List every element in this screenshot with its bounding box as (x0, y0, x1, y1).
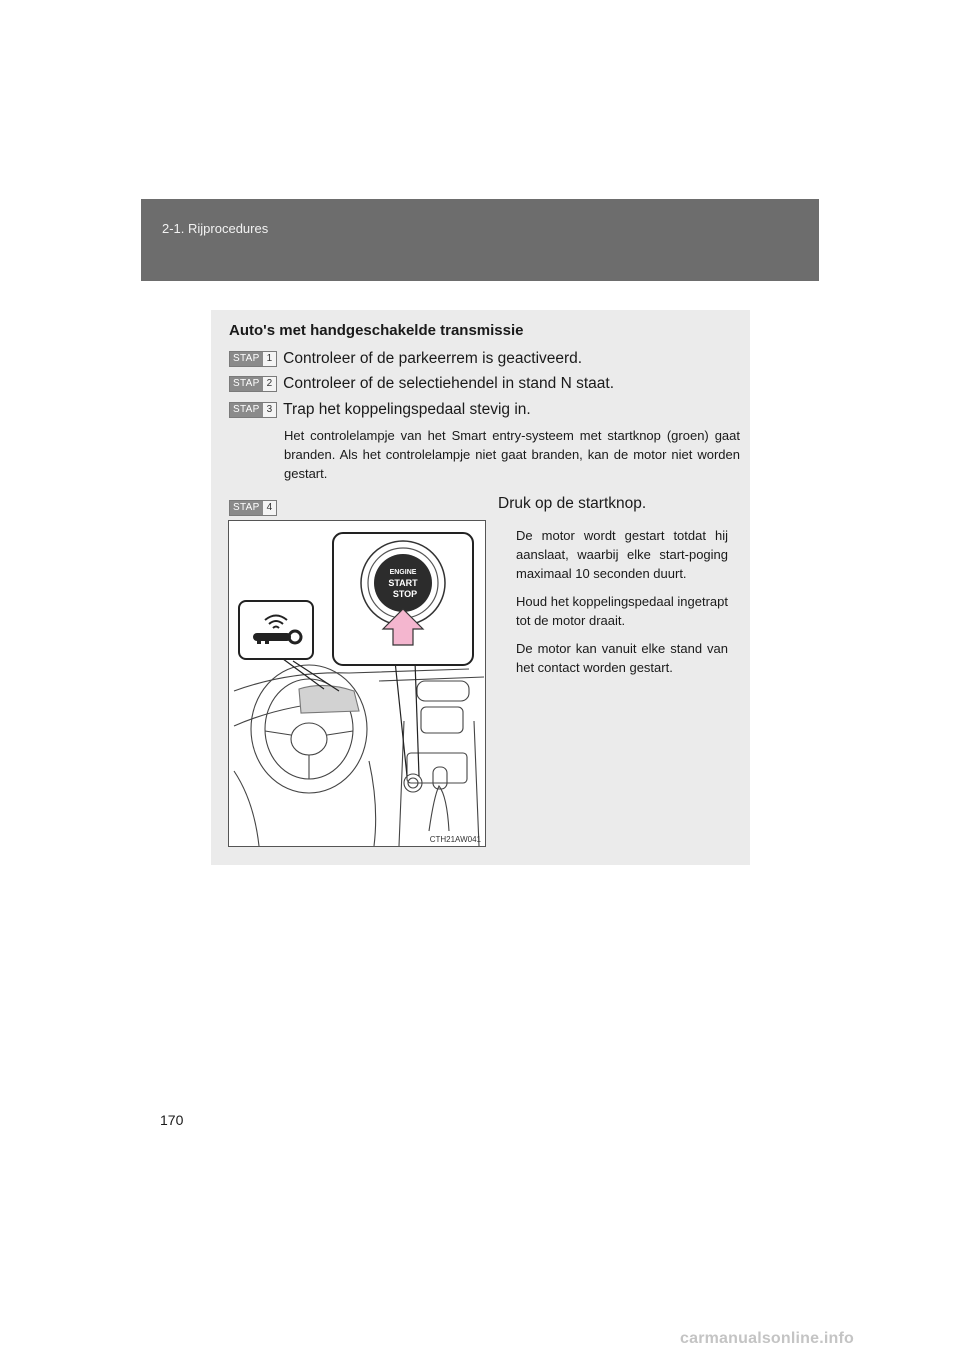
step-badge: STAP 2 (229, 376, 277, 392)
step-badge: STAP 1 (229, 351, 277, 367)
figure-code: CTH21AW041 (429, 835, 481, 844)
page-number: 170 (160, 1112, 184, 1128)
step-2 (229, 375, 614, 393)
step-badge: STAP 4 (229, 500, 277, 516)
procedure-panel (211, 310, 750, 865)
step-1 (229, 350, 582, 368)
button-label-start: START (388, 578, 418, 588)
step-4-text: Druk op de startknop. (498, 495, 647, 512)
step-4-note: Houd het koppelingspedaal ingetrapt tot de motor draait. (516, 594, 728, 628)
footer-watermark: carmanualsonline.info (680, 1330, 855, 1347)
step-4-notes (516, 526, 728, 686)
panel-title: Auto's met handgeschakelde transmissie (229, 322, 524, 339)
dashboard-drawing (229, 521, 485, 846)
step-text: Trap het koppelingspedaal stevig in. (283, 401, 531, 418)
section-title: 2-1. Rijprocedures (162, 221, 269, 236)
smart-entry-indicator-callout (239, 601, 313, 659)
header-bar (141, 199, 819, 281)
step-text: Controleer of de selectiehendel in stand N staat. (283, 375, 615, 392)
step-badge: STAP 3 (229, 402, 277, 418)
step-3 (229, 401, 531, 419)
step-4-note: De motor wordt gestart totdat hij aanslaat, waarbij elke start-poging maximaal 10 seconden duurt. (516, 528, 728, 581)
button-label-engine: ENGINE (389, 569, 417, 576)
step-text: Controleer of de parkeerrem is geactiveerd. (283, 350, 583, 367)
step-3-note: Het controlelampje van het Smart entry-systeem met startknop (groen) gaat branden. Als het controlelampje niet gaat branden, kan de motor niet worden gestart. (284, 428, 740, 481)
step-4-note: De motor kan vanuit elke stand van het contact worden gestart. (516, 641, 728, 675)
dashboard-illustration (228, 520, 486, 847)
step-4-badge-row (229, 500, 283, 516)
button-label-stop: STOP (392, 589, 418, 599)
